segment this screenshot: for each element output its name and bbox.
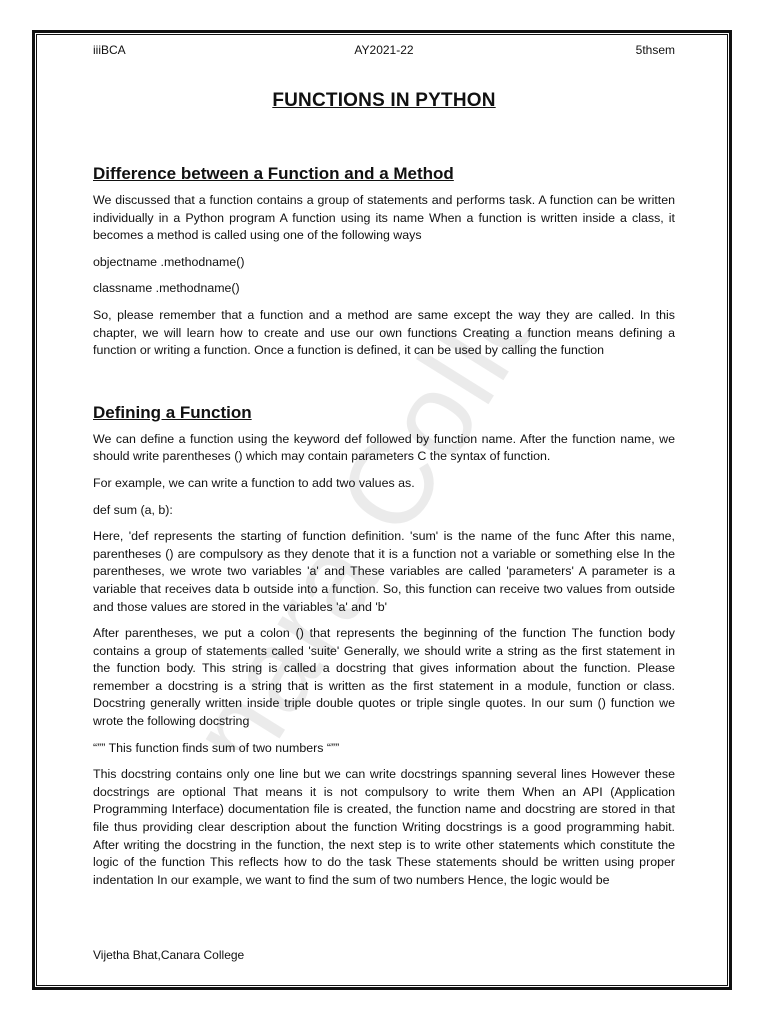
code-line: def sum (a, b): — [93, 502, 173, 517]
paragraph: After parentheses, we put a colon () that represents the beginning of the function The function body contains a group of statements called 'suite' Generally, we should write a string as the first statement in the function body. This string is called a docstring that gives information about the function. Please remember a docstring is a string that is written as the first statement in a module, function or class. Docstring generally written inside triple double quotes or triple single quotes. In our sum () function we wrote the following docstring — [93, 626, 675, 729]
paragraph: We can define a function using the keyword def followed by function name. After the function name, we should write parentheses () which may contain parameters C the syntax of function. — [93, 431, 675, 464]
paragraph: Here, 'def represents the starting of function definition. 'sum' is the name of the func After this name, parentheses () are compulsory as they denote that it is a function not a variable or something else In the parentheses, we wrote two variables 'a' and These variables are called 'parameters' A parameter is a variable that receives data b outside into a function. So, this function can receive two values from outside and those values are stored in the variables 'a' and 'b' — [93, 529, 675, 614]
page-title: FUNCTIONS IN PYTHON — [272, 90, 496, 111]
document-body — [93, 164, 675, 898]
header-academic-year: AY2021-22 — [354, 43, 414, 57]
header-class: iiiBCA — [93, 43, 126, 57]
watermark-text: Canara College — [130, 330, 630, 750]
page-footer: Vijetha Bhat,Canara College — [93, 948, 245, 962]
paragraph: For example, we can write a function to add two values as. — [93, 475, 415, 490]
code-line: classname .methodname() — [93, 281, 240, 296]
section-heading-difference: Difference between a Function and a Method — [93, 164, 454, 183]
paragraph: This docstring contains only one line but we can write docstrings spanning several lines However these docstrings are optional That means it is not compulsory to write them When an API (Application Programming Interface) documentation file is created, the function name and docstring are stored in that file thus providing clear description about the function Writing docstrings is a good programming habit. After writing the docstring in the function, the next step is to write other statements which constitute the logic of the function This reflects how to do the task These statements should be written using proper indentation In our example, we want to find the sum of two numbers Hence, the logic would be — [93, 767, 675, 887]
docstring-line: “”” This function finds sum of two numbers “”” — [93, 740, 340, 755]
section-heading-defining: Defining a Function — [93, 402, 252, 422]
paragraph: So, please remember that a function and a method are same except the way they are called. In this chapter, we will learn how to create and use our own functions Creating a function means defining a function or writing a function. Once a function is defined, it can be used by calling the function — [93, 307, 675, 358]
section-spacer — [93, 369, 675, 403]
header-semester: 5thsem — [635, 43, 675, 57]
page-header — [93, 43, 675, 61]
code-line: objectname .methodname() — [93, 254, 245, 269]
paragraph: We discussed that a function contains a group of statements and performs task. A function can be written individually in a Python program A function using its name When a function is written inside a class, it becomes a method is called using one of the following ways — [93, 193, 675, 243]
